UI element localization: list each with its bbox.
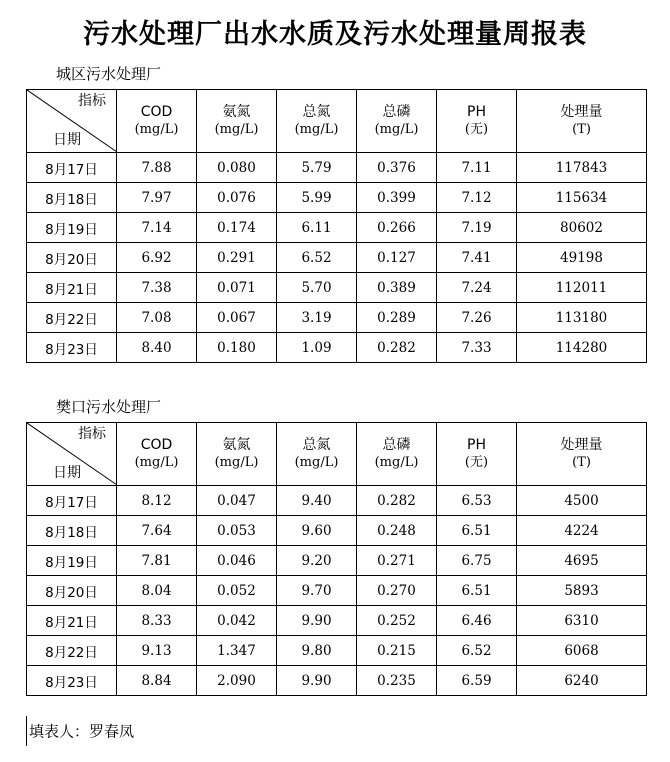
column-header-name: 总磷 — [382, 104, 411, 120]
total-phosphorus-cell: 0.127 — [357, 243, 437, 273]
column-header-unit: (无) — [464, 455, 489, 470]
ammonia-nitrogen-cell: 1.347 — [197, 636, 277, 666]
date-cell: 8月19日 — [27, 546, 117, 576]
corner-label-indicator: 指标 — [78, 93, 106, 109]
treatment-volume-cell: 6240 — [517, 666, 647, 696]
ph-cell: 6.46 — [437, 606, 517, 636]
cod-cell: 8.12 — [117, 486, 197, 516]
date-cell: 8月23日 — [27, 333, 117, 363]
date-cell: 8月20日 — [27, 243, 117, 273]
table-row — [27, 273, 647, 303]
total-nitrogen-cell: 9.90 — [277, 606, 357, 636]
cod-cell: 7.14 — [117, 213, 197, 243]
total-phosphorus-cell: 0.289 — [357, 303, 437, 333]
column-header — [517, 423, 647, 486]
ammonia-nitrogen-cell: 0.080 — [197, 153, 277, 183]
corner-header-cell — [27, 90, 117, 153]
table-row — [27, 213, 647, 243]
treatment-volume-cell: 4695 — [517, 546, 647, 576]
ammonia-nitrogen-cell: 0.042 — [197, 606, 277, 636]
ph-cell: 6.51 — [437, 516, 517, 546]
column-header — [517, 90, 647, 153]
total-nitrogen-cell: 5.99 — [277, 183, 357, 213]
cod-cell: 8.84 — [117, 666, 197, 696]
cod-cell: 8.04 — [117, 576, 197, 606]
total-nitrogen-cell: 3.19 — [277, 303, 357, 333]
column-header-name: 总氮 — [302, 104, 331, 120]
date-cell: 8月17日 — [27, 486, 117, 516]
date-cell: 8月18日 — [27, 183, 117, 213]
table-row — [27, 486, 647, 516]
table-row — [27, 153, 647, 183]
treatment-volume-cell: 114280 — [517, 333, 647, 363]
date-cell: 8月21日 — [27, 273, 117, 303]
column-header — [117, 423, 197, 486]
ammonia-nitrogen-cell: 0.076 — [197, 183, 277, 213]
treatment-volume-cell: 6310 — [517, 606, 647, 636]
cod-cell: 6.92 — [117, 243, 197, 273]
treatment-volume-cell: 4500 — [517, 486, 647, 516]
column-header-unit: (mg/L) — [134, 455, 179, 470]
ph-cell: 6.75 — [437, 546, 517, 576]
cod-cell: 8.40 — [117, 333, 197, 363]
table-row — [27, 636, 647, 666]
column-header-unit: (mg/L) — [294, 455, 339, 470]
table-row — [27, 303, 647, 333]
ammonia-nitrogen-cell: 0.174 — [197, 213, 277, 243]
column-header-name: 氨氮 — [222, 437, 251, 453]
total-nitrogen-cell: 9.80 — [277, 636, 357, 666]
ammonia-nitrogen-cell: 0.291 — [197, 243, 277, 273]
column-header — [277, 423, 357, 486]
ammonia-nitrogen-cell: 0.047 — [197, 486, 277, 516]
corner-header-cell — [27, 423, 117, 486]
date-cell: 8月21日 — [27, 606, 117, 636]
column-header — [357, 90, 437, 153]
water-quality-table-chengqu — [26, 89, 647, 363]
column-header-unit: (mg/L) — [374, 122, 419, 137]
date-cell: 8月20日 — [27, 576, 117, 606]
column-header — [277, 90, 357, 153]
column-header-name: 氨氮 — [222, 104, 251, 120]
date-cell: 8月23日 — [27, 666, 117, 696]
total-nitrogen-cell: 9.90 — [277, 666, 357, 696]
ammonia-nitrogen-cell: 0.067 — [197, 303, 277, 333]
treatment-volume-cell: 5893 — [517, 576, 647, 606]
treatment-volume-cell: 112011 — [517, 273, 647, 303]
total-phosphorus-cell: 0.376 — [357, 153, 437, 183]
treatment-volume-cell: 80602 — [517, 213, 647, 243]
column-header-name: PH — [467, 437, 486, 453]
total-nitrogen-cell: 9.20 — [277, 546, 357, 576]
ammonia-nitrogen-cell: 0.071 — [197, 273, 277, 303]
column-header-name: COD — [140, 104, 173, 120]
header-row — [27, 90, 647, 153]
treatment-volume-cell: 6068 — [517, 636, 647, 666]
table-row — [27, 576, 647, 606]
treatment-volume-cell: 115634 — [517, 183, 647, 213]
preparer-label: 填表人：罗春凤 — [29, 722, 135, 741]
ph-cell: 7.26 — [437, 303, 517, 333]
column-header — [117, 90, 197, 153]
column-header-unit: (mg/L) — [294, 122, 339, 137]
ammonia-nitrogen-cell: 0.046 — [197, 546, 277, 576]
table-row — [27, 183, 647, 213]
total-phosphorus-cell: 0.266 — [357, 213, 437, 243]
column-header-name: 总氮 — [302, 437, 331, 453]
ammonia-nitrogen-cell: 0.053 — [197, 516, 277, 546]
cod-cell: 7.81 — [117, 546, 197, 576]
cod-cell: 7.97 — [117, 183, 197, 213]
total-phosphorus-cell: 0.282 — [357, 486, 437, 516]
ph-cell: 7.41 — [437, 243, 517, 273]
total-nitrogen-cell: 9.60 — [277, 516, 357, 546]
water-quality-table-fankou — [26, 422, 647, 696]
column-header-name: COD — [140, 437, 173, 453]
ph-cell: 6.59 — [437, 666, 517, 696]
table-row — [27, 666, 647, 696]
cod-cell: 7.08 — [117, 303, 197, 333]
column-header-unit: (mg/L) — [214, 122, 259, 137]
cod-cell: 7.38 — [117, 273, 197, 303]
table-row — [27, 516, 647, 546]
report-title: 污水处理厂出水水质及污水处理量周报表 — [83, 19, 587, 50]
column-header — [357, 423, 437, 486]
total-nitrogen-cell: 1.09 — [277, 333, 357, 363]
column-header — [437, 90, 517, 153]
total-phosphorus-cell: 0.248 — [357, 516, 437, 546]
cod-cell: 8.33 — [117, 606, 197, 636]
date-cell: 8月17日 — [27, 153, 117, 183]
treatment-volume-cell: 49198 — [517, 243, 647, 273]
cod-cell: 9.13 — [117, 636, 197, 666]
total-nitrogen-cell: 6.52 — [277, 243, 357, 273]
cod-cell: 7.64 — [117, 516, 197, 546]
plant-name-fankou: 樊口污水处理厂 — [56, 398, 162, 416]
column-header-name: 处理量 — [560, 104, 603, 120]
column-header-unit: (无) — [464, 122, 489, 137]
total-nitrogen-cell: 9.70 — [277, 576, 357, 606]
total-phosphorus-cell: 0.399 — [357, 183, 437, 213]
date-cell: 8月22日 — [27, 303, 117, 333]
total-phosphorus-cell: 0.389 — [357, 273, 437, 303]
ammonia-nitrogen-cell: 0.052 — [197, 576, 277, 606]
table-row — [27, 243, 647, 273]
ph-cell: 7.33 — [437, 333, 517, 363]
treatment-volume-cell: 4224 — [517, 516, 647, 546]
column-header-unit: (T) — [572, 455, 591, 470]
column-header — [197, 423, 277, 486]
corner-label-indicator: 指标 — [78, 426, 106, 442]
total-phosphorus-cell: 0.271 — [357, 546, 437, 576]
cod-cell: 7.88 — [117, 153, 197, 183]
column-header-name: PH — [467, 104, 486, 120]
date-cell: 8月22日 — [27, 636, 117, 666]
ph-cell: 6.53 — [437, 486, 517, 516]
ph-cell: 6.51 — [437, 576, 517, 606]
total-phosphorus-cell: 0.270 — [357, 576, 437, 606]
column-header-unit: (T) — [572, 122, 591, 137]
treatment-volume-cell: 117843 — [517, 153, 647, 183]
column-header — [197, 90, 277, 153]
column-header-name: 处理量 — [560, 437, 603, 453]
ph-cell: 6.52 — [437, 636, 517, 666]
column-header-name: 总磷 — [382, 437, 411, 453]
table-row — [27, 333, 647, 363]
ph-cell: 7.24 — [437, 273, 517, 303]
column-header — [437, 423, 517, 486]
column-header-unit: (mg/L) — [214, 455, 259, 470]
ph-cell: 7.19 — [437, 213, 517, 243]
ammonia-nitrogen-cell: 2.090 — [197, 666, 277, 696]
total-nitrogen-cell: 9.40 — [277, 486, 357, 516]
total-phosphorus-cell: 0.252 — [357, 606, 437, 636]
ph-cell: 7.11 — [437, 153, 517, 183]
column-header-unit: (mg/L) — [134, 122, 179, 137]
header-row — [27, 423, 647, 486]
ph-cell: 7.12 — [437, 183, 517, 213]
total-phosphorus-cell: 0.215 — [357, 636, 437, 666]
preparer-field — [26, 716, 134, 746]
total-nitrogen-cell: 5.79 — [277, 153, 357, 183]
total-phosphorus-cell: 0.235 — [357, 666, 437, 696]
date-cell: 8月18日 — [27, 516, 117, 546]
total-nitrogen-cell: 5.70 — [277, 273, 357, 303]
plant-name-chengqu: 城区污水处理厂 — [56, 65, 162, 83]
ammonia-nitrogen-cell: 0.180 — [197, 333, 277, 363]
table-row — [27, 546, 647, 576]
column-header-unit: (mg/L) — [374, 455, 419, 470]
treatment-volume-cell: 113180 — [517, 303, 647, 333]
total-nitrogen-cell: 6.11 — [277, 213, 357, 243]
total-phosphorus-cell: 0.282 — [357, 333, 437, 363]
corner-label-date: 日期 — [53, 465, 81, 481]
date-cell: 8月19日 — [27, 213, 117, 243]
corner-label-date: 日期 — [53, 132, 81, 148]
table-row — [27, 606, 647, 636]
